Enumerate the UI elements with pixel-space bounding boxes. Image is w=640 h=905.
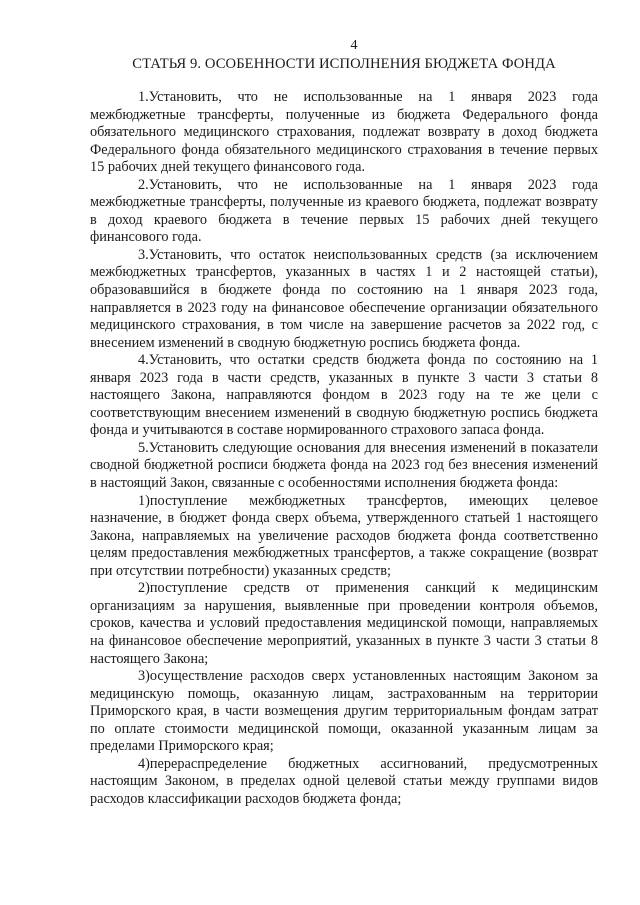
subitem-1: 1)поступление межбюджетных трансфертов, имеющих целевое назначение, в бюджет фонда сверх объема, утвержденного статьей 1 настоящего Закона, направляемых на увеличение расходов бюджета фонда соответственно целям предоставления межбюджетных трансфертов, а также сокращение (возврат при отсутствии потребности) указанных средств; [90, 492, 598, 579]
paragraph-1: 1.Установить, что не использованные на 1 января 2023 года межбюджетные трансферты, полученные из бюджета Федерального фонда обязательного медицинского страхования, подлежат возврату в доход бюджета Федерального фонда обязательного медицинского страхования в течение первых 15 рабочих дней текущего финансового года. [90, 89, 598, 176]
paragraph-3: 3.Установить, что остаток неиспользованных средств (за исключением межбюджетных трансфертов, указанных в частях 1 и 2 настоящей статьи), образовавшийся в бюджете фонда по состоянию на 1 января 2023 года, направляется в 2023 году на финансовое обеспечение организации обязательного медицинского страхования, в том числе на завершение расчетов за 2022 год, с внесением изменений в сводную бюджетную роспись бюджета фонда. [90, 246, 598, 351]
subitem-2: 2)поступление средств от применения санкций к медицинским организациям за нарушения, выявленные при проведении контроля объемов, сроков, качества и условий предоставления медицинской помощи, направляемых на финансовое обеспечение мероприятий, указанных в пункте 3 части 3 статьи 8 настоящего Закона; [90, 580, 598, 667]
page-number: 4 [350, 38, 358, 53]
paragraph-4: 4.Установить, что остатки средств бюджета фонда по состоянию на 1 января 2023 года в части средств, указанных в пункте 3 части 3 статьи 8 настоящего Закона, направляются фондом в 2023 году на те же цели с соответствующим внесением изменений в сводную бюджетную роспись бюджета фонда и учитываются в составе нормированного страхового запаса фонда. [90, 352, 598, 439]
paragraph-2: 2.Установить, что не использованные на 1 января 2023 года межбюджетные трансферты, полученные из краевого бюджета, подлежат возврату в доход краевого бюджета в течение первых 15 рабочих дней текущего финансового года. [90, 176, 598, 246]
paragraph-5: 5.Установить следующие основания для внесения изменений в показатели сводной бюджетной росписи бюджета фонда на 2023 год без внесения изменений в настоящий Закон, связанные с особенностями исполнения бюджета фонда: [90, 439, 598, 492]
article-title: СТАТЬЯ 9. ОСОБЕННОСТИ ИСПОЛНЕНИЯ БЮДЖЕТА ФОНДА [132, 56, 556, 72]
subitem-3: 3)осуществление расходов сверх установленных настоящим Законом за медицинскую помощь, оказанную лицам, застрахованным на территории Приморского края, в части возмещения другим территориальным фондам затрат по оплате стоимости медицинской помощи, оказанной указанным лицам за пределами Приморского края; [90, 668, 598, 755]
subitem-4: 4)перераспределение бюджетных ассигнований, предусмотренных настоящим Законом, в пределах одной целевой статьи между группами видов расходов классификации расходов бюджета фонда; [90, 755, 598, 807]
